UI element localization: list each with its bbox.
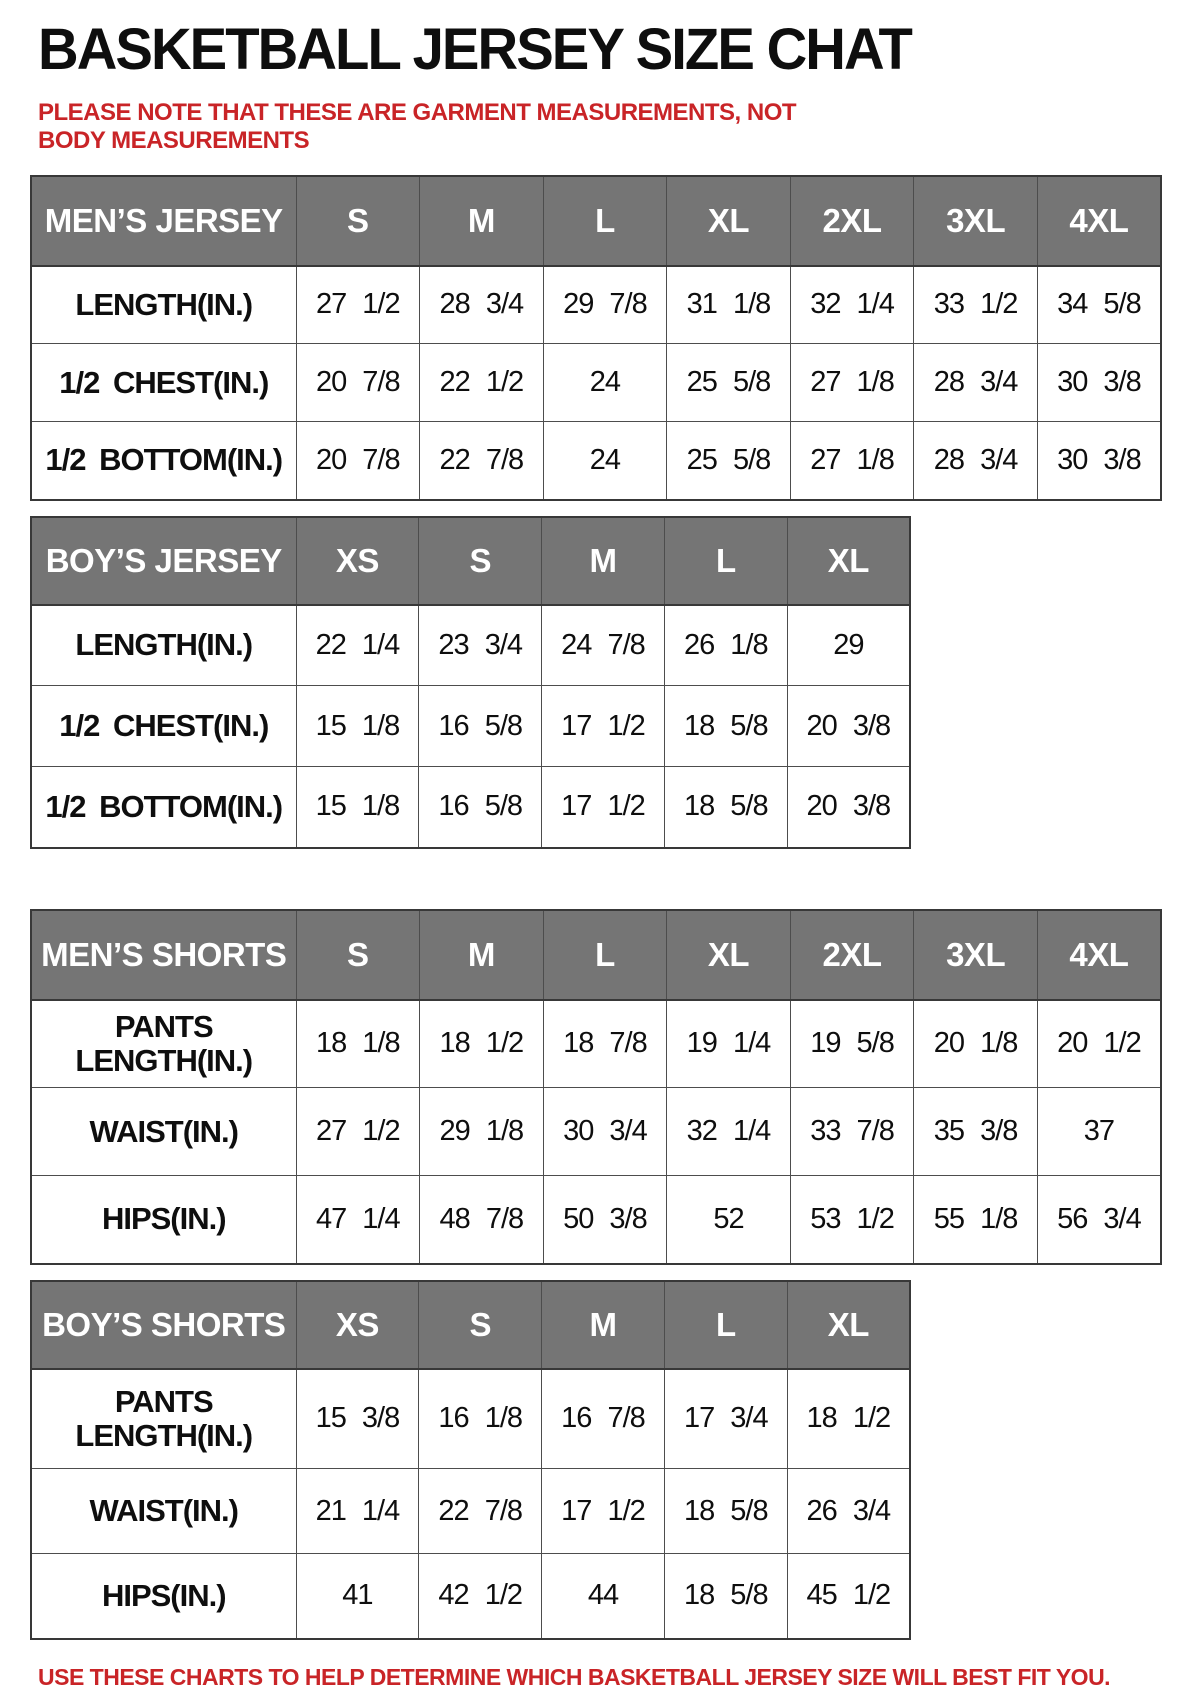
value-cell: 26 1/8 — [664, 605, 787, 686]
value-cell: 47 1/4 — [296, 1176, 420, 1264]
value-cell: 53 1/2 — [790, 1176, 914, 1264]
size-header-cell: S — [296, 176, 420, 266]
value-cell: 37 — [1037, 1088, 1161, 1176]
value-cell: 23 3/4 — [419, 605, 542, 686]
row-label: HIPS(IN.) — [31, 1554, 296, 1639]
size-header-cell: XL — [667, 176, 791, 266]
value-cell: 28 3/4 — [914, 422, 1038, 500]
value-cell: 18 1/2 — [420, 1000, 544, 1088]
measurement-row — [31, 1176, 1161, 1264]
value-cell: 19 1/4 — [667, 1000, 791, 1088]
measurement-row — [31, 1469, 910, 1554]
value-cell: 44 — [542, 1554, 665, 1639]
value-cell: 20 3/8 — [787, 767, 910, 848]
size-header-cell: M — [542, 1281, 665, 1369]
boys-shorts-table — [30, 1280, 911, 1640]
measurement-row — [31, 422, 1161, 500]
size-header-cell: M — [420, 910, 544, 1000]
boys-jersey-table — [30, 516, 911, 849]
value-cell: 18 7/8 — [543, 1000, 667, 1088]
size-header-cell: 2XL — [790, 176, 914, 266]
value-cell: 33 1/2 — [914, 266, 1038, 344]
value-cell: 28 3/4 — [914, 344, 1038, 422]
measurement-row — [31, 344, 1161, 422]
garment-measurements-note: PLEASE NOTE THAT THESE ARE GARMENT MEASUREMENTS, NOT BODY MEASUREMENTS — [38, 99, 797, 155]
header-row — [31, 910, 1161, 1000]
value-cell: 28 3/4 — [420, 266, 544, 344]
value-cell: 22 7/8 — [419, 1469, 542, 1554]
value-cell: 52 — [667, 1176, 791, 1264]
size-header-cell: S — [419, 517, 542, 605]
value-cell: 27 1/2 — [296, 1088, 420, 1176]
value-cell: 20 7/8 — [296, 344, 420, 422]
measurement-row — [31, 686, 910, 767]
value-cell: 15 1/8 — [296, 767, 419, 848]
measurement-row — [31, 605, 910, 686]
value-cell: 16 7/8 — [542, 1369, 665, 1469]
value-cell: 26 3/4 — [787, 1469, 910, 1554]
value-cell: 27 1/8 — [790, 344, 914, 422]
value-cell: 42 1/2 — [419, 1554, 542, 1639]
header-row — [31, 517, 910, 605]
value-cell: 29 — [787, 605, 910, 686]
boys-jersey-title-cell: BOY’S JERSEY — [31, 517, 296, 605]
row-label: PANTS LENGTH(IN.) — [31, 1369, 296, 1469]
value-cell: 20 7/8 — [296, 422, 420, 500]
value-cell: 17 1/2 — [542, 1469, 665, 1554]
value-cell: 18 5/8 — [664, 767, 787, 848]
value-cell: 22 1/2 — [420, 344, 544, 422]
value-cell: 24 — [543, 344, 667, 422]
size-header-cell: 4XL — [1037, 176, 1161, 266]
row-label: LENGTH(IN.) — [31, 266, 296, 344]
value-cell: 18 5/8 — [664, 1469, 787, 1554]
row-label: 1/2 CHEST(IN.) — [31, 344, 296, 422]
measurement-row — [31, 266, 1161, 344]
value-cell: 34 5/8 — [1037, 266, 1161, 344]
value-cell: 30 3/8 — [1037, 422, 1161, 500]
value-cell: 25 5/8 — [667, 422, 791, 500]
measurement-row — [31, 1000, 1161, 1088]
size-header-cell: S — [296, 910, 420, 1000]
value-cell: 18 1/8 — [296, 1000, 420, 1088]
value-cell: 22 7/8 — [420, 422, 544, 500]
value-cell: 30 3/4 — [543, 1088, 667, 1176]
header-row — [31, 1281, 910, 1369]
value-cell: 17 1/2 — [542, 767, 665, 848]
value-cell: 18 5/8 — [664, 686, 787, 767]
value-cell: 17 3/4 — [664, 1369, 787, 1469]
value-cell: 33 7/8 — [790, 1088, 914, 1176]
value-cell: 16 5/8 — [419, 767, 542, 848]
size-header-cell: S — [419, 1281, 542, 1369]
value-cell: 20 1/8 — [914, 1000, 1038, 1088]
page-title: BASKETBALL JERSEY SIZE CHAT — [38, 17, 911, 82]
value-cell: 41 — [296, 1554, 419, 1639]
value-cell: 16 1/8 — [419, 1369, 542, 1469]
value-cell: 32 1/4 — [790, 266, 914, 344]
value-cell: 35 3/8 — [914, 1088, 1038, 1176]
size-header-cell: XL — [787, 517, 910, 605]
size-header-cell: 3XL — [914, 176, 1038, 266]
value-cell: 45 1/2 — [787, 1554, 910, 1639]
value-cell: 50 3/8 — [543, 1176, 667, 1264]
value-cell: 18 1/2 — [787, 1369, 910, 1469]
measurement-row — [31, 767, 910, 848]
mens-jersey-table — [30, 175, 1162, 501]
value-cell: 31 1/8 — [667, 266, 791, 344]
row-label: WAIST(IN.) — [31, 1469, 296, 1554]
value-cell: 29 1/8 — [420, 1088, 544, 1176]
size-header-cell: 4XL — [1037, 910, 1161, 1000]
value-cell: 29 7/8 — [543, 266, 667, 344]
value-cell: 20 3/8 — [787, 686, 910, 767]
value-cell: 27 1/8 — [790, 422, 914, 500]
row-label: PANTS LENGTH(IN.) — [31, 1000, 296, 1088]
value-cell: 30 3/8 — [1037, 344, 1161, 422]
value-cell: 55 1/8 — [914, 1176, 1038, 1264]
value-cell: 20 1/2 — [1037, 1000, 1161, 1088]
value-cell: 15 3/8 — [296, 1369, 419, 1469]
value-cell: 27 1/2 — [296, 266, 420, 344]
value-cell: 48 7/8 — [420, 1176, 544, 1264]
size-header-cell: M — [542, 517, 665, 605]
value-cell: 25 5/8 — [667, 344, 791, 422]
size-header-cell: M — [420, 176, 544, 266]
size-header-cell: 2XL — [790, 910, 914, 1000]
size-header-cell: L — [543, 176, 667, 266]
size-header-cell: XS — [296, 1281, 419, 1369]
value-cell: 17 1/2 — [542, 686, 665, 767]
value-cell: 21 1/4 — [296, 1469, 419, 1554]
fit-advice-note: USE THESE CHARTS TO HELP DETERMINE WHICH BASKETBALL JERSEY SIZE WILL BEST FIT YOU. — [38, 1663, 1111, 1690]
size-header-cell: L — [664, 517, 787, 605]
value-cell: 22 1/4 — [296, 605, 419, 686]
row-label: WAIST(IN.) — [31, 1088, 296, 1176]
measurement-row — [31, 1088, 1161, 1176]
value-cell: 24 — [543, 422, 667, 500]
value-cell: 56 3/4 — [1037, 1176, 1161, 1264]
boys-shorts-title-cell: BOY’S SHORTS — [31, 1281, 296, 1369]
value-cell: 19 5/8 — [790, 1000, 914, 1088]
value-cell: 18 5/8 — [664, 1554, 787, 1639]
measurement-row — [31, 1554, 910, 1639]
row-label: LENGTH(IN.) — [31, 605, 296, 686]
row-label: 1/2 BOTTOM(IN.) — [31, 767, 296, 848]
size-header-cell: 3XL — [914, 910, 1038, 1000]
size-header-cell: L — [543, 910, 667, 1000]
size-header-cell: XL — [667, 910, 791, 1000]
size-header-cell: XS — [296, 517, 419, 605]
mens-shorts-table — [30, 909, 1162, 1265]
row-label: 1/2 BOTTOM(IN.) — [31, 422, 296, 500]
row-label: 1/2 CHEST(IN.) — [31, 686, 296, 767]
row-label: HIPS(IN.) — [31, 1176, 296, 1264]
value-cell: 16 5/8 — [419, 686, 542, 767]
measurement-row — [31, 1369, 910, 1469]
value-cell: 24 7/8 — [542, 605, 665, 686]
mens-shorts-title-cell: MEN’S SHORTS — [31, 910, 296, 1000]
value-cell: 32 1/4 — [667, 1088, 791, 1176]
size-header-cell: XL — [787, 1281, 910, 1369]
header-row — [31, 176, 1161, 266]
value-cell: 15 1/8 — [296, 686, 419, 767]
mens-jersey-title-cell: MEN’S JERSEY — [31, 176, 296, 266]
size-header-cell: L — [664, 1281, 787, 1369]
